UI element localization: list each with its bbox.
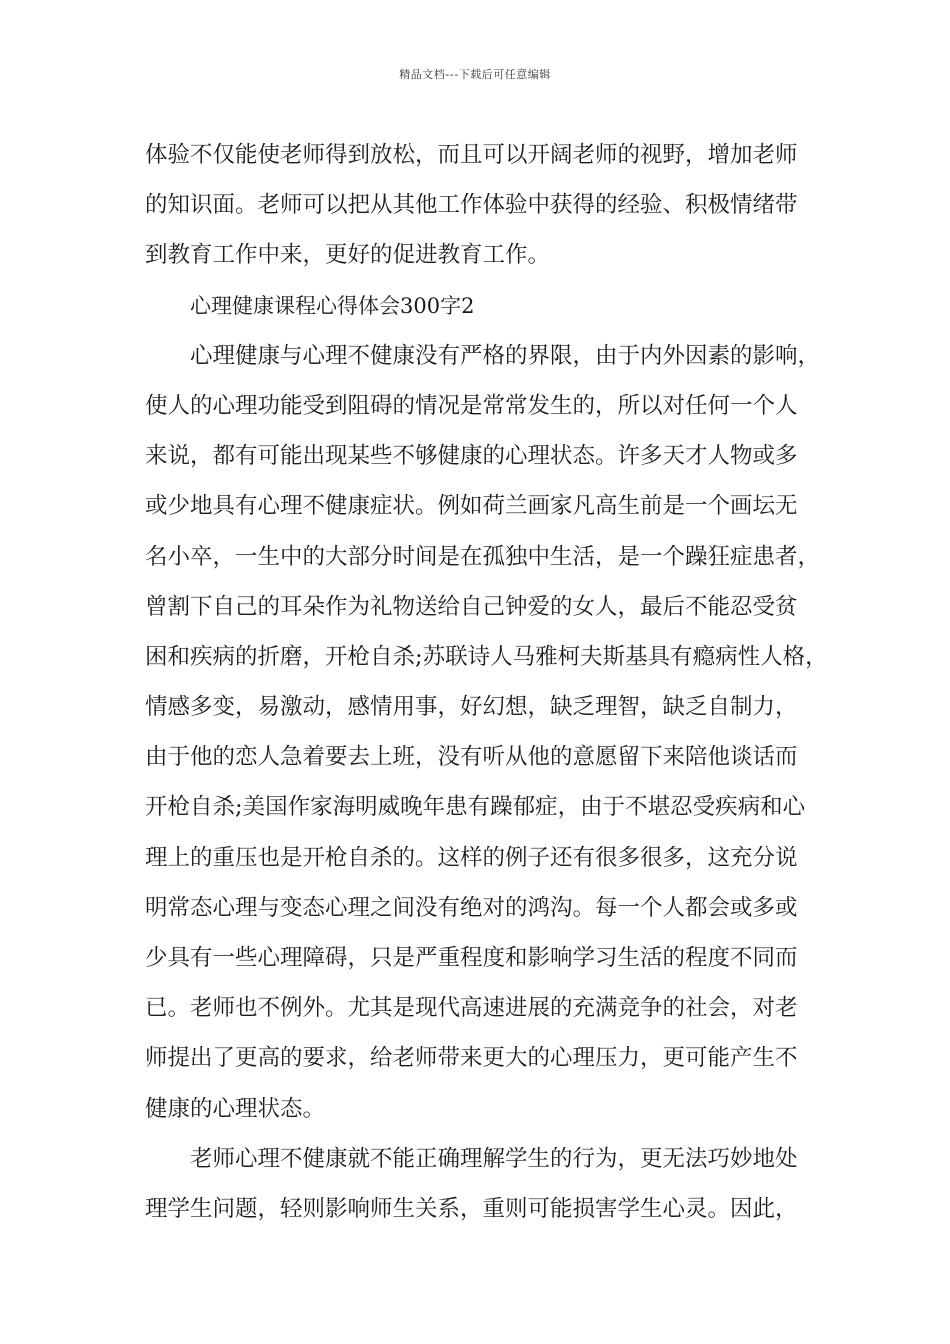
text-line: 开枪自杀;美国作家海明威晚年患有躁郁症，由于不堪忍受疾病和心 (145, 794, 806, 821)
document-body (145, 130, 835, 1234)
text-line: 困和疾病的折磨，开枪自杀;苏联诗人马雅柯夫斯基具有瘾病性人格， (145, 643, 828, 670)
text-line: 的知识面。老师可以把从其他工作体验中获得的经验、积极情绪带 (145, 192, 798, 219)
paragraph-start-line: 老师心理不健康就不能正确理解学生的行为，更无法巧妙地处 (190, 1145, 798, 1172)
text-line: 健康的心理状态。 (145, 1095, 326, 1122)
text-line: 或少地具有心理不健康症状。例如荷兰画家凡高生前是一个画坛无 (145, 493, 798, 520)
text-line: 到教育工作中来，更好的促进教育工作。 (145, 242, 551, 269)
text-line: 体验不仅能使老师得到放松，而且可以开阔老师的视野，增加老师 (145, 142, 798, 168)
page-header: 精品文档---下载后可任意编辑 (399, 68, 551, 81)
text-line: 已。老师也不例外。尤其是现代高速进展的充满竞争的社会，对老 (145, 995, 798, 1022)
text-line: 来说，都有可能出现某些不够健康的心理状态。许多天才人物或多 (145, 443, 798, 470)
text-line: 情感多变，易激动，感情用事，好幻想，缺乏理智，缺乏自制力， (145, 694, 798, 721)
text-line: 理上的重压也是开枪自杀的。这样的例子还有很多很多，这充分说 (145, 844, 798, 871)
text-line: 曾割下自己的耳朵作为礼物送给自己钟爱的女人，最后不能忍受贫 (145, 593, 798, 620)
text-line: 明常态心理与变态心理之间没有绝对的鸿沟。每一个人都会或多或 (145, 894, 798, 921)
text-line: 师提出了更高的要求，给老师带来更大的心理压力，更可能产生不 (145, 1045, 798, 1072)
text-line: 少具有一些心理障碍，只是严重程度和影响学习生活的程度不同而 (145, 945, 798, 971)
section-heading: 心理健康课程心得体会300字2 (190, 293, 475, 318)
text-line: 名小卒，一生中的大部分时间是在孤独中生活，是一个躁狂症患者， (145, 543, 821, 570)
text-line: 由于他的恋人急着要去上班，没有听从他的意愿留下来陪他谈话而 (145, 744, 798, 771)
text-line: 使人的心理功能受到阻碍的情况是常常发生的，所以对任何一个人 (145, 392, 798, 419)
paragraph-start-line: 心理健康与心理不健康没有严格的界限，由于内外因素的影响， (190, 342, 821, 369)
text-line: 理学生问题，轻则影响师生关系，重则可能损害学生心灵。因此， (145, 1195, 798, 1222)
